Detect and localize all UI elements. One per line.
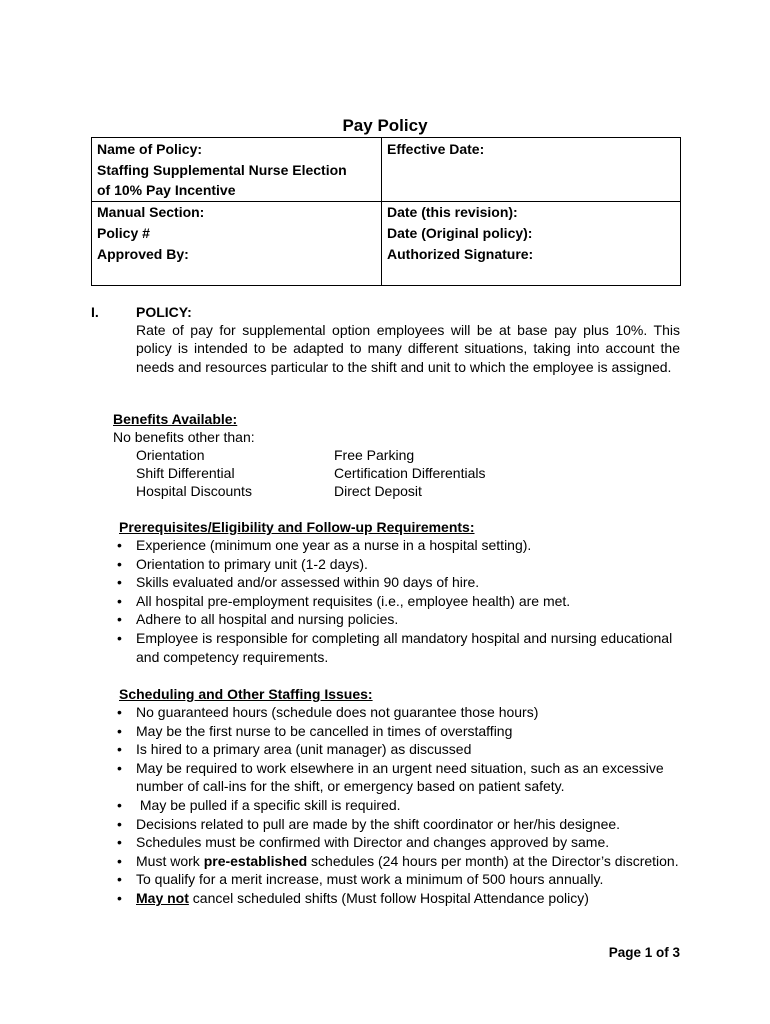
list-item: • Decisions related to pull are made by the shift coordinator or her/his designee. [117,815,621,832]
bullet-icon: • [117,574,122,591]
bullet-icon: • [117,834,122,851]
list-item: • Employee is responsible for completing all mandatory hospital and nursing educational and competency requirements. [117,629,673,665]
list-item: • Is hired to a primary area (unit manager) as discussed [117,741,472,758]
benefit-item: Orientation [136,447,205,463]
scheduling-list [117,703,687,908]
scheduling-heading: Scheduling and Other Staffing Issues: [119,686,373,702]
policy-info-table [91,137,681,286]
list-item: • Experience (minimum one year as a nurse in a hospital setting). [117,537,532,553]
bullet-icon: • [117,629,122,646]
prerequisites-heading: Prerequisites/Eligibility and Follow-up Requirements: [119,519,475,535]
effective-date-cell [382,138,681,202]
list-item: • May be the first nurse to be cancelled in times of overstaffing [117,722,513,739]
bullet-icon: • [117,722,122,739]
policy-name-line1: Staffing Supplemental Nurse Election [97,161,347,178]
policy-paragraph: Rate of pay for supplemental option employees will be at base pay plus 10%. This policy is intended to be adapted to many different situations, taking into account the needs and resources particular to the shift and unit to which the employee is assigned. [136,322,680,375]
bullet-icon: • [117,704,122,720]
benefit-item: Certification Differentials [334,465,486,482]
prerequisites-list [117,536,687,666]
list-item: • May be pulled if a specific skill is required. [117,796,401,813]
page-title: Pay Policy [342,116,428,135]
list-item: • No guaranteed hours (schedule does not guarantee those hours) [117,704,539,720]
bullet-icon: • [117,555,122,572]
bullet-icon: • [117,871,122,888]
bullet-icon: • [117,889,122,906]
benefit-item: Free Parking [334,447,415,463]
approved-by-label: Approved By: [92,244,382,286]
list-item: • Orientation to primary unit (1-2 days). [117,555,368,572]
list-item: • Schedules must be confirmed with Director and changes approved by same. [117,834,610,851]
benefits-column-1 [136,446,252,501]
list-item: • Skills evaluated and/or assessed within 90 days of hire. [117,574,480,591]
list-item: • To qualify for a merit increase, must work a minimum of 500 hours annually. [117,871,604,888]
date-revision-label: Date (this revision): [382,202,681,224]
benefits-heading: Benefits Available: [113,411,238,427]
effective-date-label: Effective Date: [387,141,485,157]
policy-name-line2: of 10% Pay Incentive [97,182,236,198]
section-heading: POLICY: [136,304,192,320]
emphasis-preestablished: pre-established [203,852,308,869]
list-item: • All hospital pre-employment requisites (i.e., employee health) are met. [117,592,571,609]
benefits-column-2 [334,446,485,501]
bullet-icon: • [117,592,122,609]
page-number: Page 1 of 3 [608,945,680,960]
list-item: • Adhere to all hospital and nursing policies. [117,611,399,628]
emphasis-may-not: May not [136,889,189,906]
bullet-icon: • [117,852,122,869]
bullet-icon: • [117,759,122,776]
benefits-intro: No benefits other than: [113,429,255,445]
policy-name-cell [92,138,382,202]
list-item: • May be required to work elsewhere in an urgent need situation, such as an excessive number of call-ins for the shift, or emergency based on patient safety. [117,759,664,795]
bullet-icon: • [117,815,122,832]
bullet-icon: • [117,741,122,758]
policy-number-label: Policy # [92,223,382,244]
bullet-icon: • [117,537,122,553]
section-number: I. [91,304,99,320]
list-item: • May not cancel scheduled shifts (Must follow Hospital Attendance policy) [117,889,589,906]
name-of-policy-label: Name of Policy: [97,141,203,157]
list-item: • Must work pre-established schedules (24 hours per month) at the Director’s discretion. [117,852,679,869]
benefit-item: Direct Deposit [334,483,422,500]
authorized-signature-label: Authorized Signature: [382,244,681,286]
benefit-item: Shift Differential [136,465,235,482]
bullet-icon: • [117,611,122,628]
date-original-label: Date (Original policy): [382,223,681,244]
bullet-icon: • [117,796,122,813]
benefit-item: Hospital Discounts [136,483,252,500]
manual-section-label: Manual Section: [92,202,382,224]
